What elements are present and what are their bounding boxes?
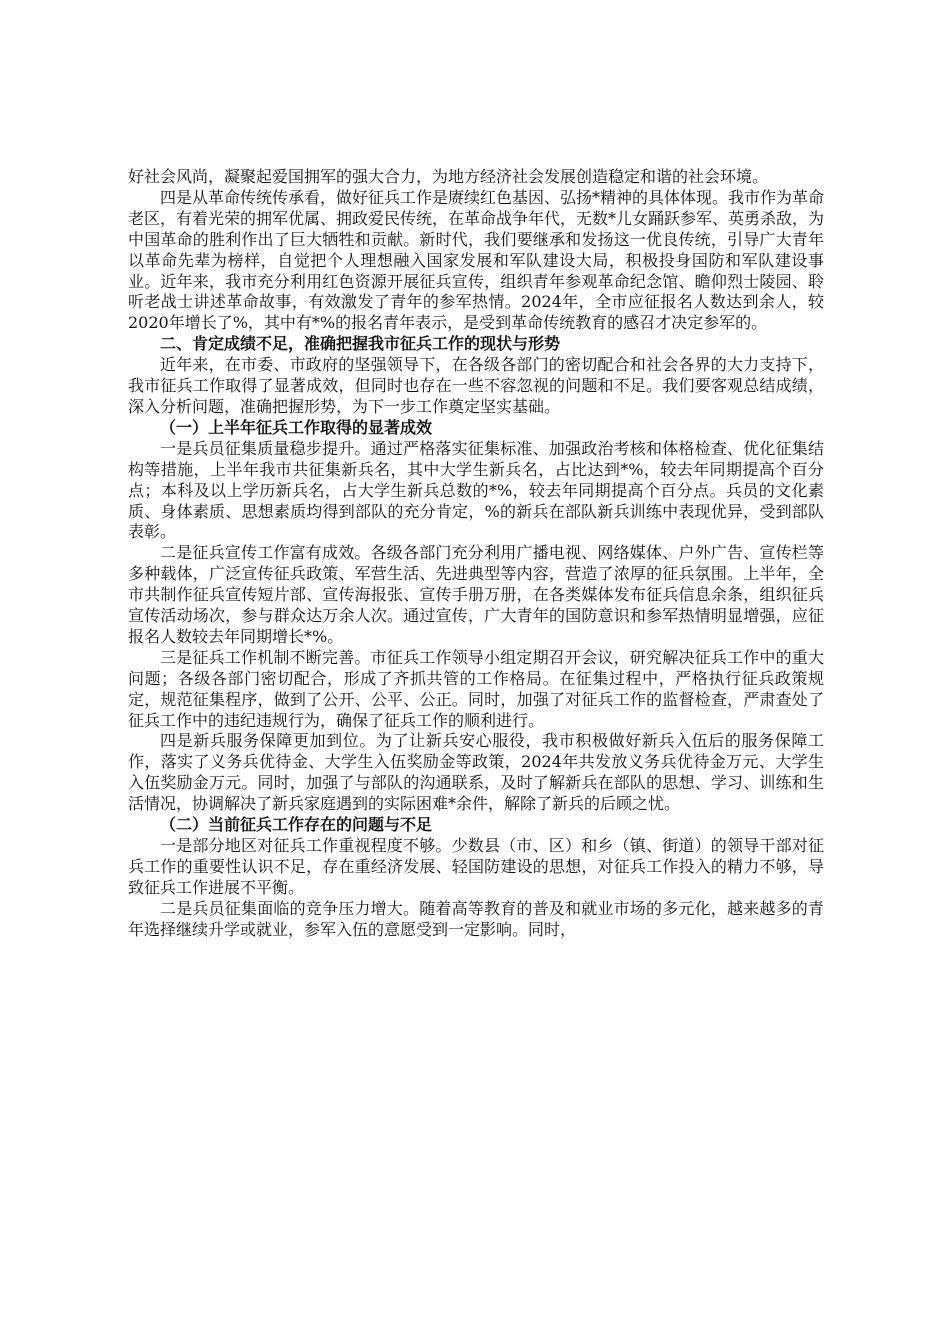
paragraph-achievement-1: 一是兵员征集质量稳步提升。通过严格落实征集标准、加强政治考核和体格检查、优化征集结构等措施，上半年我市共征集新兵名，其中大学生新兵名，占比达到*%，较去年同期提高个百分点；本科及以上学历新兵名，占大学生新兵总数的*%，较去年同期提高个百分点。兵员的文化素质、身体素质、思想素质均得到部队的充分肯定，%的新兵在部队新兵训练中表现优异，受到部队表彰。 bbox=[128, 438, 824, 542]
paragraph-achievement-3: 三是征兵工作机制不断完善。市征兵工作领导小组定期召开会议，研究解决征兵工作中的重大问题；各级各部门密切配合，形成了齐抓共管的工作格局。在征集过程中，严格执行征兵政策规定，规范征集程序，做到了公开、公平、公正。同时，加强了对征兵工作的监督检查，严肃查处了征兵工作中的违纪违规行为，确保了征兵工作的顺利进行。 bbox=[128, 647, 824, 730]
paragraph-problem-1: 一是部分地区对征兵工作重视程度不够。少数县（市、区）和乡（镇、街道）的领导干部对征兵工作的重要性认识不足，存在重经济发展、轻国防建设的思想，对征兵工作投入的精力不够，导致征兵工作进展不平衡。 bbox=[128, 836, 824, 897]
section-heading-2: 二、肯定成绩不足，准确把握我市征兵工作的现状与形势 bbox=[160, 334, 561, 354]
paragraph-revolutionary-tradition: 四是从革命传统传承看，做好征兵工作是赓续红色基因、弘扬*精神的具体体现。我市作为革命老区，有着光荣的拥军优属、拥政爱民传统，在革命战争年代，无数*儿女踊跃参军、英勇杀敌，为中国革命的胜利作出了巨大牺牲和贡献。新时代，我们要继承和发扬这一优良传统，引导广大青年以革命先辈为榜样，自觉把个人理想融入国家发展和军队建设大局，积极投身国防和军队建设事业。近年来，我市充分利用红色资源开展征兵宣传，组织青年参观革命纪念馆、瞻仰烈士陵园、聆听老战士讲述革命故事，有效激发了青年的参军热情。2024年，全市应征报名人数达到余人，较2020年增长了%，其中有*%的报名青年表示，是受到革命传统教育的感召才决定参军的。 bbox=[128, 187, 825, 333]
paragraph-continuation: 好社会风尚，凝聚起爱国拥军的强大合力，为地方经济社会发展创造稳定和谐的社会环境。 bbox=[128, 167, 769, 186]
paragraph-section-2-intro: 近年来，在市委、市政府的坚强领导下，在各级各部门的密切配合和社会各界的大力支持下，我市征兵工作取得了显著成效，但同时也存在一些不容忽视的问题和不足。我们要客观总结成绩，深入分析问题，准确把握形势，为下一步工作奠定坚实基础。 bbox=[128, 355, 824, 416]
subheading-problems: （二）当前征兵工作存在的问题与不足 bbox=[160, 815, 433, 835]
paragraph-achievement-4: 四是新兵服务保障更加到位。为了让新兵安心服役，我市积极做好新兵入伍后的服务保障工作，落实了义务兵优待金、大学生入伍奖励金等政策，2024年共发放义务兵优待金万元、大学生入伍奖励金万元。同时，加强了与部队的沟通联系，及时了解新兵在部队的思想、学习、训练和生活情况，协调解决了新兵家庭遇到的实际困难*余件，解除了新兵的后顾之忧。 bbox=[128, 731, 824, 814]
paragraph-problem-2: 二是兵员征集面临的竞争压力增大。随着高等教育的普及和就业市场的多元化，越来越多的青年选择继续升学或就业，参军入伍的意愿受到一定影响。同时， bbox=[128, 898, 824, 939]
paragraph-achievement-2: 二是征兵宣传工作富有成效。各级各部门充分利用广播电视、网络媒体、户外广告、宣传栏等多种载体，广泛宣传征兵政策、军营生活、先进典型等内容，营造了浓厚的征兵氛围。上半年，全市共制作征兵宣传短片部、宣传海报张、宣传手册万册，在各类媒体发布征兵信息余条，组织征兵宣传活动场次，参与群众达万余人次。通过宣传，广大青年的国防意识和参军热情明显增强，应征报名人数较去年同期增长*%。 bbox=[128, 543, 824, 646]
document-page bbox=[128, 167, 824, 941]
subheading-achievements: （一）上半年征兵工作取得的显著成效 bbox=[160, 417, 433, 437]
